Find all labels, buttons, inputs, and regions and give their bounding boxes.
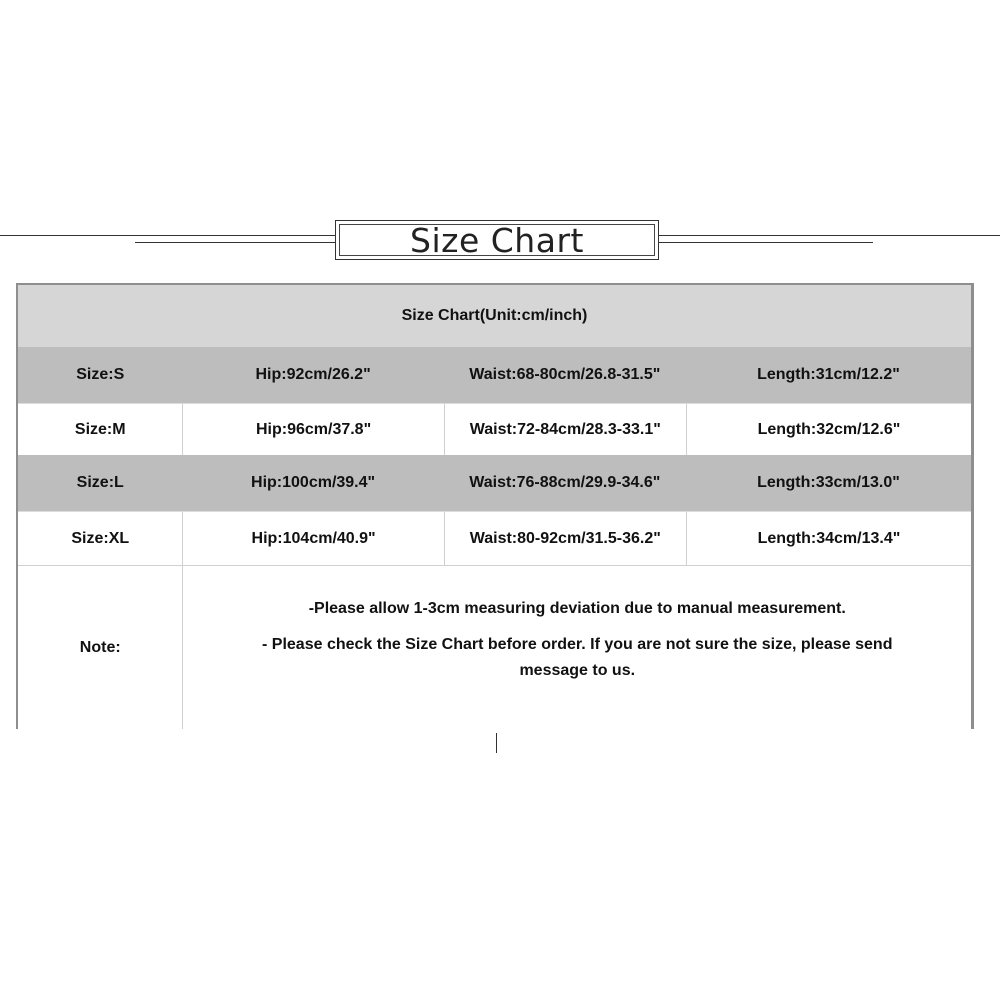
note-content xyxy=(182,566,971,729)
hip-cell: Hip:92cm/26.2" xyxy=(255,366,371,383)
note-line: -Please allow 1-3cm measuring deviation due to manual measurement. xyxy=(308,600,846,617)
waist-cell: Waist:80-92cm/31.5-36.2" xyxy=(444,511,686,565)
table-header: Size Chart(Unit:cm/inch) xyxy=(401,307,588,324)
title-rule-left xyxy=(135,242,335,243)
length-cell: Length:32cm/12.6" xyxy=(686,403,971,455)
table-header-row xyxy=(18,285,971,347)
table-row xyxy=(18,403,971,455)
note-line: - Please check the Size Chart before order. If you are not sure the size, please send message to us. xyxy=(262,636,893,679)
table-row xyxy=(18,347,971,403)
note-label: Note: xyxy=(79,638,121,656)
size-cell: Size:S xyxy=(76,366,125,383)
waist-cell: Waist:68-80cm/26.8-31.5" xyxy=(469,366,661,383)
hip-cell: Hip:104cm/40.9" xyxy=(182,511,443,565)
size-cell: Size:L xyxy=(76,474,124,491)
title-box xyxy=(335,220,659,260)
waist-cell: Waist:76-88cm/29.9-34.6" xyxy=(469,474,661,491)
length-cell: Length:33cm/13.0" xyxy=(757,474,900,491)
table-row xyxy=(18,511,971,565)
note-row xyxy=(18,565,971,729)
waist-cell: Waist:72-84cm/28.3-33.1" xyxy=(444,403,686,455)
size-cell: Size:M xyxy=(18,403,182,455)
title-box-inner xyxy=(339,220,655,260)
size-cell: Size:XL xyxy=(18,511,182,565)
table-row xyxy=(18,455,971,511)
title-rule-right xyxy=(658,242,873,243)
size-chart-table xyxy=(16,283,974,729)
hip-cell: Hip:100cm/39.4" xyxy=(251,474,376,491)
length-cell: Length:34cm/13.4" xyxy=(686,511,971,565)
page-title: Size Chart xyxy=(410,220,584,260)
length-cell: Length:31cm/12.2" xyxy=(757,366,900,383)
bottom-tick-mark xyxy=(496,733,497,753)
hip-cell: Hip:96cm/37.8" xyxy=(182,403,443,455)
